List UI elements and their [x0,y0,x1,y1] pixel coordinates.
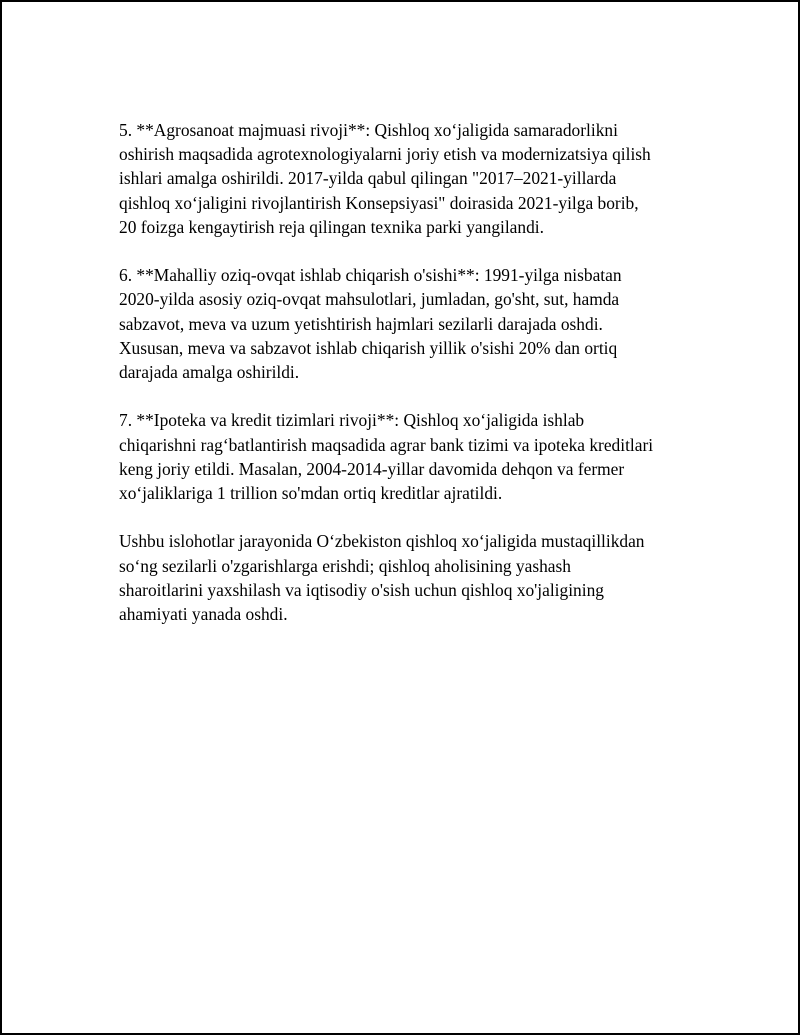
paragraph-mortgage-credit-systems: 7. **Ipoteka va kredit tizimlari rivoji**: Qishloq xo‘jaligida ishlab chiqarishni rag‘batlantirish maqsadida agrar bank tizimi va ipoteka kreditlari keng joriy etildi. Masalan, 2004-2014-yillar davomida dehqon va fermer xo‘jaliklariga 1 trillion so'mdan ortiq kreditlar ajratildi. [119,410,654,504]
document-body [119,118,699,650]
paragraph-conclusion: Ushbu islohotlar jarayonida O‘zbekiston qishloq xo‘jaligida mustaqillikdan so‘ng sezilarli o'zgarishlarga erishdi; qishloq aholisining yashash sharoitlarini yaxshilash va iqtisodiy o'sish uchun qishloq xo'jaligining ahamiyati yanada oshdi. [119,531,645,625]
paragraph-agro-industrial-complex: 5. **Agrosanoat majmuasi rivoji**: Qishloq xo‘jaligida samaradorlikni oshirish maqsadida agrotexnologiyalarni joriy etish va modernizatsiya qilish ishlari amalga oshirildi. 2017-yilda qabul qilingan "2017–2021-yillarda qishloq xo‘jaligini rivojlantirish Konsepsiyasi" doirasida 2021-yilga borib, 20 foizga kengaytirish reja qilingan texnika parki yangilandi. [119,120,651,237]
paragraph-local-food-production: 6. **Mahalliy oziq-ovqat ishlab chiqarish o'sishi**: 1991-yilga nisbatan 2020-yilda asosiy oziq-ovqat mahsulotlari, jumladan, go'sht, sut, hamda sabzavot, meva va uzum yetishtirish hajmlari sezilarli darajada oshdi. Xususan, meva va sabzavot ishlab chiqarish yillik o'sishi 20% dan ortiq darajada amalga oshirildi. [119,265,622,383]
